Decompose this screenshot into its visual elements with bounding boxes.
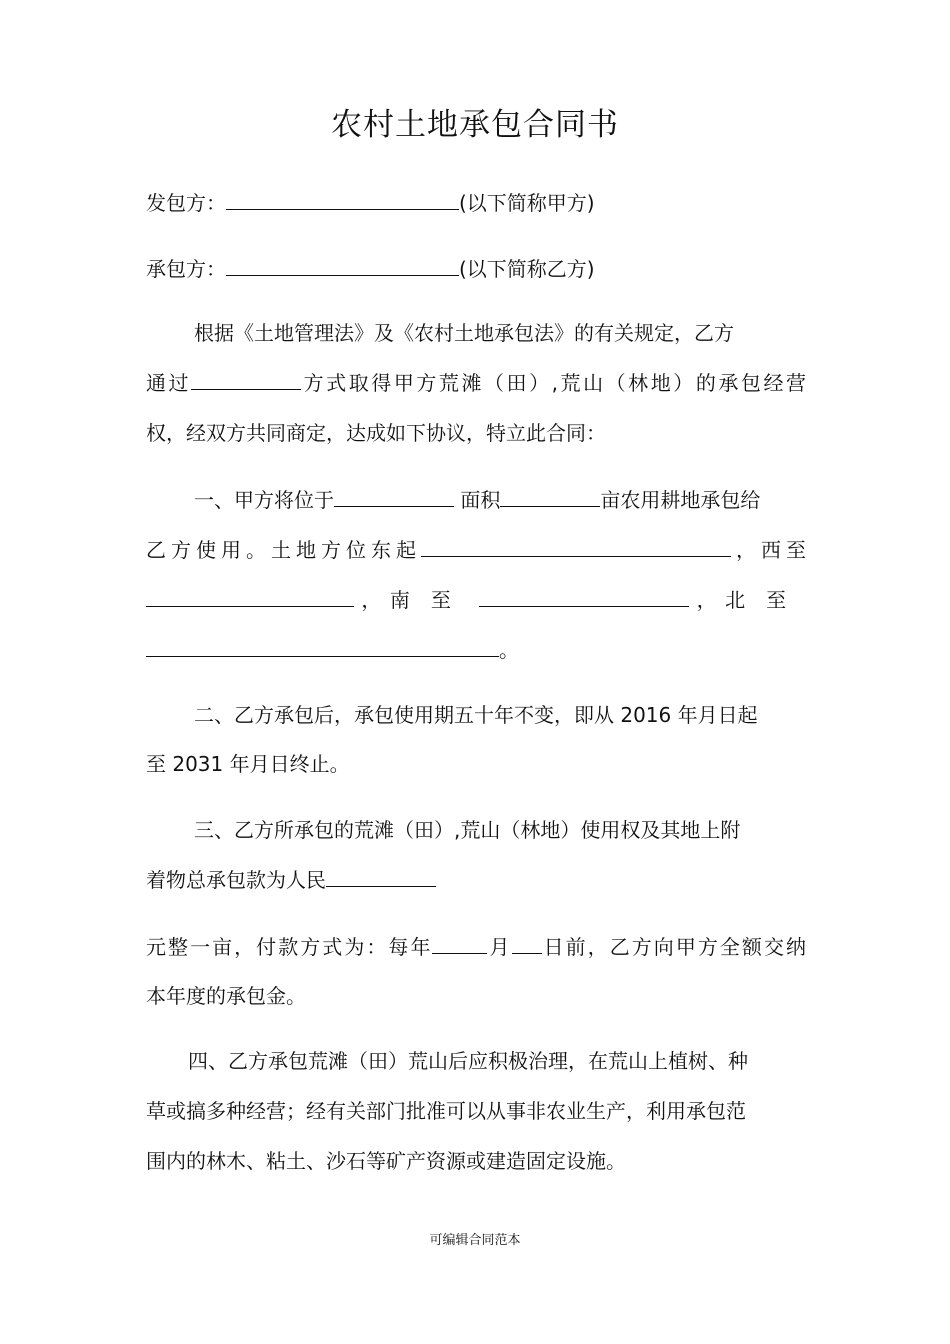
document-title: 农村土地承包合同书 [331,107,619,143]
party-b-blank[interactable] [226,253,459,276]
clause1-line-1 [194,484,806,515]
area-blank[interactable] [500,484,600,507]
clause1-location-label: 一、甲方将位于 [194,488,334,512]
clause4-line-2: 草或搞多种经营；经有关部门批准可以从事非农业生产，利用承包范 [146,1099,746,1123]
clause2-line-1: 二、乙方承包后，承包使用期五十年不变，即从 2016 年月日起 [194,703,758,727]
comma: ， [361,588,383,612]
clause1-area-label: 面积 [460,488,501,512]
payment-day-blank[interactable] [512,931,542,954]
clause3-line-3 [146,931,806,962]
acquisition-method-blank[interactable] [191,367,301,390]
north-boundary-blank[interactable] [146,634,499,657]
month-label: 月 [487,935,512,959]
party-b-suffix: (以下简称乙方) [459,257,595,281]
preamble-method-label: 通过 [146,371,192,395]
clause3-price-label: 着物总承包款为人民 [146,868,326,892]
clause3-line-4: 本年度的承包金。 [146,984,306,1008]
clause1-west-label: ，西至 [731,538,806,562]
preamble-line-3: 权，经双方共同商定，达成如下协议，特立此合同： [146,421,606,445]
preamble-line-2-text: 方式取得甲方荒滩（田）,荒山（林地）的承包经营 [301,371,807,395]
north-label: 北至 [725,588,807,612]
clause3-line-1: 三、乙方所承包的荒滩（田）,荒山（林地）使用权及其地上附 [194,818,741,842]
clause1-line-4 [146,634,806,665]
party-b-label: 承包方： [146,257,226,281]
total-price-blank[interactable] [326,864,436,887]
clause3-line-3-text: 日前，乙方向甲方全额交纳 [541,935,807,959]
page-footer: 可编辑合同范本 [429,1233,521,1248]
clause4-line-1: 四、乙方承包荒滩（田）荒山后应积极治理，在荒山上植树、种 [188,1049,748,1073]
south-label: 南至 [389,588,472,612]
comma: ， [696,588,718,612]
preamble-line-2 [146,367,806,398]
clause1-line-2 [146,534,806,565]
clause1-line-3 [146,584,806,615]
period: 。 [499,638,519,662]
party-b-line [146,253,806,284]
clause1-east-label: 乙方使用。土地方位东起 [146,538,421,562]
party-a-label: 发包方： [146,191,226,215]
clause1-line-1-text: 亩农用耕地承包给 [600,488,761,512]
west-boundary-blank[interactable] [146,584,354,607]
party-a-blank[interactable] [226,187,459,210]
east-boundary-blank[interactable] [421,534,731,557]
clause3-payment-label: 元整一亩，付款方式为：每年 [146,935,433,959]
clause3-line-2 [146,864,806,895]
clause2-line-2: 至 2031 年月日终止。 [146,752,350,776]
preamble-line-1: 根据《土地管理法》及《农村土地承包法》的有关规定，乙方 [194,321,734,345]
south-boundary-blank[interactable] [479,584,689,607]
party-a-line [146,187,806,218]
location-blank[interactable] [334,484,454,507]
clause4-line-3: 围内的林木、粘土、沙石等矿产资源或建造固定设施。 [146,1149,626,1173]
payment-month-blank[interactable] [432,931,487,954]
party-a-suffix: (以下简称甲方) [459,191,595,215]
